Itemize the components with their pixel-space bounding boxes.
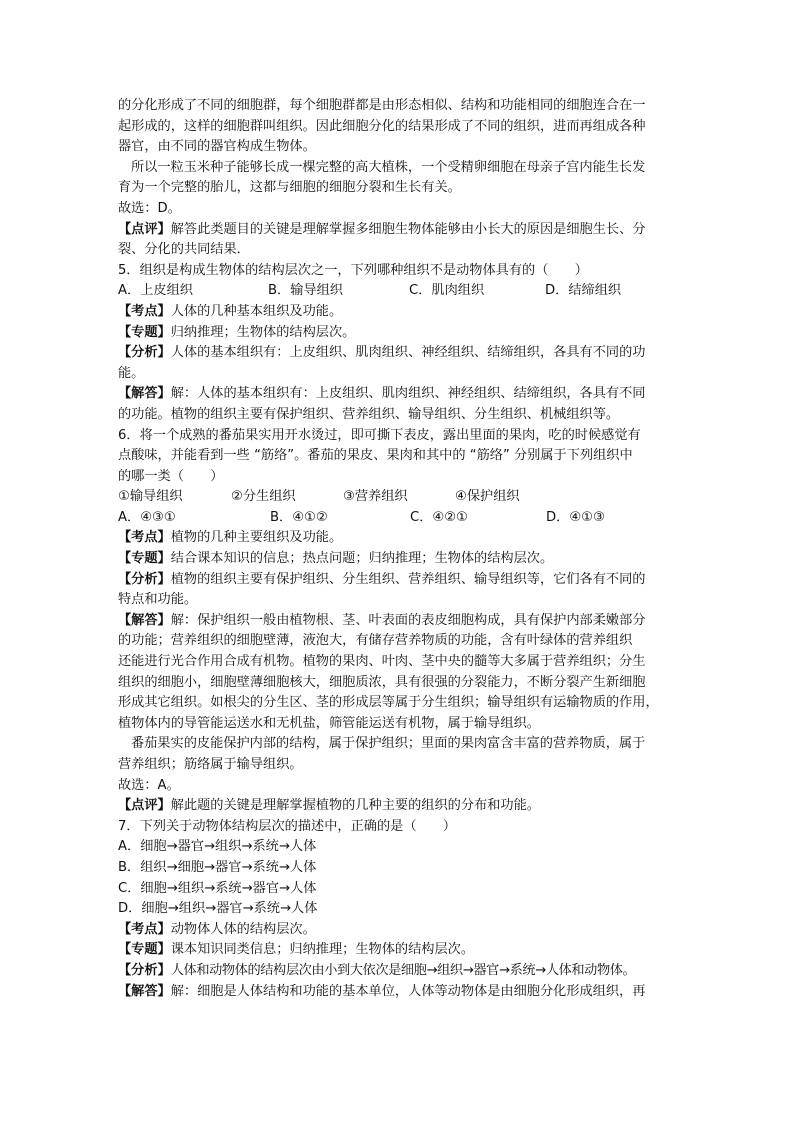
jieda-text: 解：细胞是人体结构和功能的基本单位，人体等动物体是由细胞分化形成组织，再: [170, 983, 646, 999]
question-6-stem: 的哪一类（ ）: [118, 468, 224, 484]
kaodian-line: [118, 528, 678, 549]
text-line: 形成其它组织。如根尖的分生区、茎的形成层等属于分生组织；输导组织有运输物质的作用，: [118, 695, 659, 711]
option-d: D．结缔组织: [545, 283, 622, 299]
zhuanti-line: [118, 323, 678, 344]
question-6-stem: 6．将一个成熟的番茄果实用开水烫过，即可撕下表皮，露出里面的果肉，吃的时候感觉有: [118, 427, 641, 443]
text-line: 番茄果实的皮能保护内部的结构，属于保护组织；里面的果肉富含丰富的营养物质，属于: [131, 736, 646, 752]
option-b: B．④①②: [270, 509, 328, 525]
zhuanti-text: 归纳推理；生物体的结构层次。: [170, 324, 356, 340]
fenxi-line: [118, 343, 678, 364]
jieda-tag: 【解答】: [118, 612, 171, 628]
kaodian-line: [118, 920, 678, 941]
text-line: 所以一粒玉米种子能够长成一棵完整的高大植株，一个受精卵细胞在母亲子宫内能生长发: [131, 159, 646, 175]
text-line: 还能进行光合作用合成有机物。植物的果肉、叶肉、茎中央的髓等大多属于营养组织；分生: [118, 654, 646, 670]
fenxi-line: [118, 961, 678, 982]
question-5-options: [118, 281, 678, 302]
comment-line: [118, 796, 678, 817]
text-line: 组织的细胞小，细胞壁薄细胞核大，细胞质浓，具有很强的分裂能力，不断分裂产生新细胞: [118, 674, 646, 690]
kaodian-tag: 【考点】: [118, 303, 171, 319]
text-line: 植物体内的导管能运送水和无机盐，筛管能运送有机物，属于输导组织。: [118, 715, 540, 731]
fenxi-text: 人体的基本组织有：上皮组织、肌肉组织、神经组织、结缔组织，各具有不同的功: [170, 345, 646, 361]
comment-text: 解此题的关键是理解掌握植物的几种主要的组织的分布和功能。: [170, 798, 540, 814]
comment-tag: 【点评】: [118, 221, 171, 237]
jieda-line: [118, 982, 678, 1003]
text-line: 的功能；营养组织的细胞壁薄，液泡大，有储存营养物质的功能，含有叶绿体的营养组织: [118, 633, 633, 649]
text-line: 特点和功能。: [118, 592, 198, 608]
zhuanti-text: 课本知识同类信息；归纳推理；生物体的结构层次。: [170, 942, 475, 958]
fenxi-tag: 【分析】: [118, 571, 171, 587]
choice-4: ④保护组织: [455, 489, 520, 505]
kaodian-tag: 【考点】: [118, 921, 171, 937]
text-line: 的功能。植物的组织主要有保护组织、营养组织、输导组织、分生组织、机械组织等。: [118, 406, 620, 422]
kaodian-line: [118, 302, 678, 323]
option-b: B．组织→细胞→器官→系统→人体: [118, 859, 317, 875]
fenxi-tag: 【分析】: [118, 345, 171, 361]
comment-text: 解答此类题目的关键是理解掌握多细胞生物体能够由小长大的原因是细胞生长、分: [170, 221, 646, 237]
document-page: [118, 96, 678, 1002]
zhuanti-tag: 【专题】: [118, 551, 171, 567]
zhuanti-tag: 【专题】: [118, 942, 171, 958]
kaodian-text: 动物体人体的结构层次。: [170, 921, 316, 937]
question-6-choices: [118, 487, 678, 508]
comment-line: [118, 220, 678, 241]
choice-3: ③营养组织: [343, 489, 408, 505]
jieda-tag: 【解答】: [118, 386, 171, 402]
zhuanti-tag: 【专题】: [118, 324, 171, 340]
question-7-stem: 7．下列关于动物体结构层次的描述中，正确的是（ ）: [118, 818, 457, 834]
choice-1: ①输导组织: [118, 489, 183, 505]
text-line: 能。: [118, 365, 145, 381]
text-line: 裂、分化的共同结果．: [118, 242, 250, 258]
answer-line: 故选：A。: [118, 777, 180, 793]
zhuanti-text: 结合课本知识的信息；热点问题；归纳推理；生物体的结构层次。: [170, 551, 554, 567]
text-line: 器官，由不同的器官构成生物体。: [118, 139, 316, 155]
fenxi-line: [118, 570, 678, 591]
option-d: D．④①③: [546, 509, 605, 525]
answer-line: 故选：D。: [118, 200, 181, 216]
option-a: A．细胞→器官→组织→系统→人体: [118, 839, 317, 855]
jieda-line: [118, 384, 678, 405]
zhuanti-line: [118, 940, 678, 961]
option-a: A．④③①: [118, 509, 176, 525]
fenxi-tag: 【分析】: [118, 962, 171, 978]
text-line: 营养组织；筋络属于输导组织。: [118, 757, 303, 772]
question-5-stem: 5．组织是构成生物体的结构层次之一，下列哪种组织不是动物体具有的（ ）: [118, 262, 588, 278]
option-b: B．输导组织: [268, 283, 343, 299]
jieda-tag: 【解答】: [118, 983, 171, 999]
kaodian-text: 人体的几种基本组织及功能。: [170, 303, 343, 319]
kaodian-tag: 【考点】: [118, 530, 171, 546]
kaodian-text: 植物的几种主要组织及功能。: [170, 530, 343, 546]
comment-tag: 【点评】: [118, 798, 171, 814]
option-a: A．上皮组织: [118, 283, 193, 299]
option-c: C．细胞→组织→系统→器官→人体: [118, 880, 317, 896]
text-line: 起形成的，这样的细胞群叫组织。因此细胞分化的结果形成了不同的组织，进而再组成各种: [118, 118, 646, 134]
choice-2: ②分生组织: [231, 489, 296, 505]
question-6-options: [118, 508, 678, 529]
jieda-text: 解：保护组织一般由植物根、茎、叶表面的表皮细胞构成，具有保护内部柔嫩部分: [170, 612, 646, 628]
option-c: C．肌肉组织: [409, 283, 485, 299]
option-d: D．细胞→组织→器官→系统→人体: [118, 901, 318, 917]
fenxi-text: 植物的组织主要有保护组织、分生组织、营养组织、输导组织等，它们各有不同的: [170, 571, 646, 587]
text-line: 育为一个完整的胎儿，这都与细胞的细胞分裂和生长有关。: [118, 180, 461, 196]
fenxi-text: 人体和动物体的结构层次由小到大依次是细胞→组织→器官→系统→人体和动物体。: [170, 962, 636, 978]
jieda-line: [118, 611, 678, 632]
question-6-stem: 点酸味，并能看到一些 “筋络”。番茄的果皮、果肉和其中的 “筋络” 分别属于下列组织中: [118, 448, 633, 464]
text-line: 的分化形成了不同的细胞群，每个细胞群都是由形态相似、结构和功能相同的细胞连合在一: [118, 98, 646, 113]
zhuanti-line: [118, 549, 678, 570]
jieda-text: 解：人体的基本组织有：上皮组织、肌肉组织、神经组织、结缔组织，各具有不同: [170, 386, 646, 402]
option-c: C．④②①: [410, 509, 468, 525]
